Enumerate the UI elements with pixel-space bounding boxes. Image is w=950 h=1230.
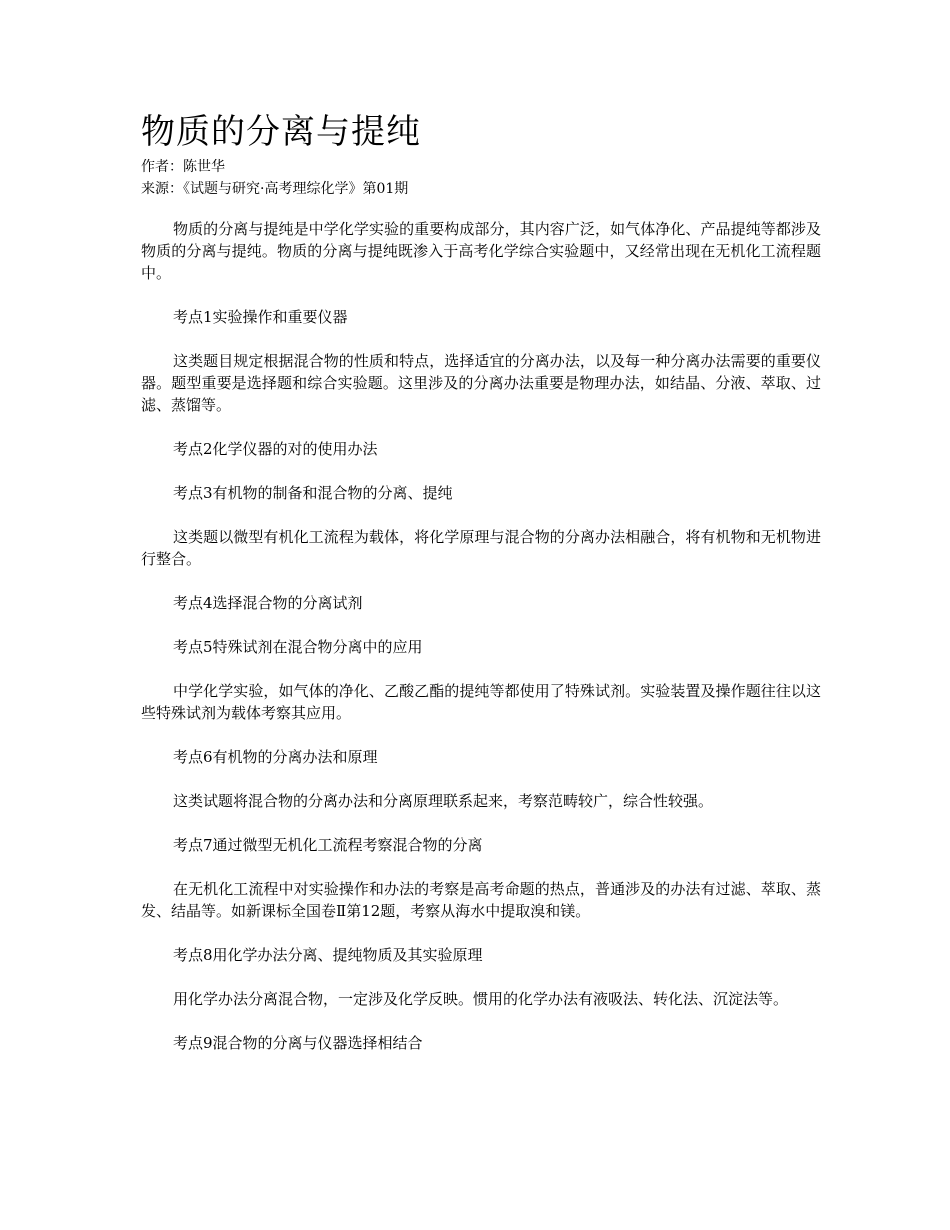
section-heading: 考点4选择混合物的分离试剂: [173, 594, 363, 612]
document-title: 物质的分离与提纯: [141, 112, 421, 152]
body-paragraph: 用化学办法分离混合物，一定涉及化学反映。惯用的化学办法有液吸法、转化法、沉淀法等。: [173, 990, 789, 1008]
section-heading: 考点7通过微型无机化工流程考察混合物的分离: [173, 836, 483, 854]
document-page: [141, 110, 821, 1076]
document-source: 来源：《试题与研究·高考理综化学》第01期: [141, 181, 409, 197]
body-paragraph: 在无机化工流程中对实验操作和办法的考察是高考命题的热点，普通涉及的办法有过滤、萃取、蒸发、结晶等。如新课标全国卷Ⅱ第12题，考察从海水中提取溴和镁。: [141, 880, 821, 920]
section-heading: 考点5特殊试剂在混合物分离中的应用: [173, 638, 423, 656]
document-body: [141, 218, 821, 1054]
section-heading: 考点3有机物的制备和混合物的分离、提纯: [173, 484, 453, 502]
section-heading: 考点6有机物的分离办法和原理: [173, 748, 378, 766]
intro-paragraph: 物质的分离与提纯是中学化学实验的重要构成部分，其内容广泛，如气体净化、产品提纯等都涉及物质的分离与提纯。物质的分离与提纯既渗入于高考化学综合实验题中，又经常出现在无机化工流程题中。: [141, 220, 821, 282]
document-author: 作者：陈世华: [141, 159, 225, 175]
body-paragraph: 这类题以微型有机化工流程为载体，将化学原理与混合物的分离办法相融合，将有机物和无机物进行整合。: [141, 528, 821, 568]
section-heading: 考点8用化学办法分离、提纯物质及其实验原理: [173, 946, 483, 964]
section-heading: 考点2化学仪器的对的使用办法: [173, 440, 378, 458]
body-paragraph: 这类试题将混合物的分离办法和分离原理联系起来，考察范畴较广，综合性较强。: [173, 792, 714, 810]
section-heading: 考点1实验操作和重要仪器: [173, 308, 348, 326]
section-heading: 考点9混合物的分离与仪器选择相结合: [173, 1034, 423, 1052]
body-paragraph: 这类题目规定根据混合物的性质和特点，选择适宜的分离办法，以及每一种分离办法需要的重要仪器。题型重要是选择题和综合实验题。这里涉及的分离办法重要是物理办法，如结晶、分液、萃取、过滤、蒸馏等。: [141, 352, 821, 414]
body-paragraph: 中学化学实验，如气体的净化、乙酸乙酯的提纯等都使用了特殊试剂。实验装置及操作题往往以这些特殊试剂为载体考察其应用。: [141, 682, 821, 722]
